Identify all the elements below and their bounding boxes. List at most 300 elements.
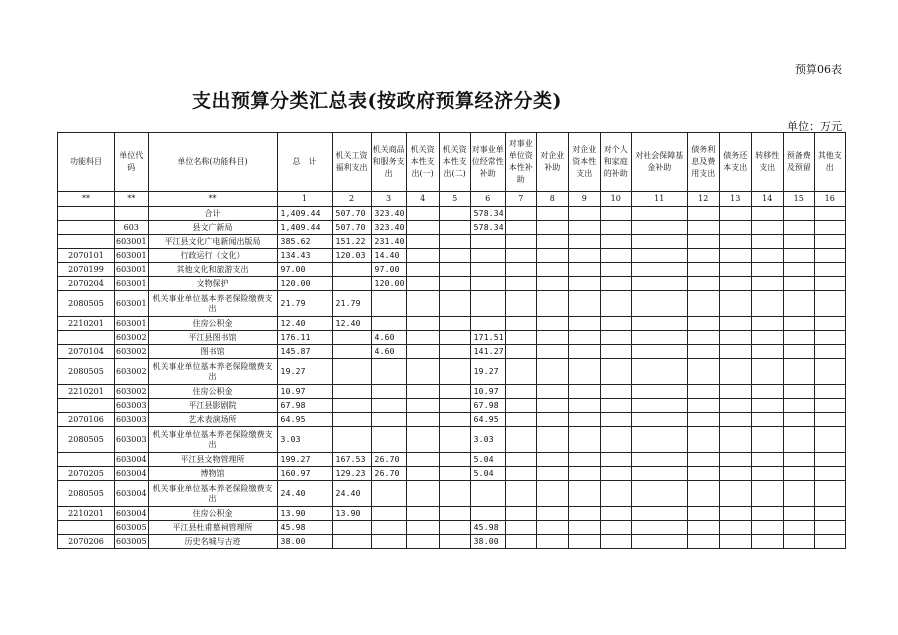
table-cell: 2070204 [58, 277, 115, 291]
table-cell [631, 235, 687, 249]
table-cell [687, 235, 719, 249]
table-cell [814, 345, 845, 359]
table-cell [439, 235, 470, 249]
column-header: 预备费及预留 [783, 133, 814, 192]
table-cell [536, 249, 568, 263]
table-cell: 603001 [115, 235, 149, 249]
table-cell: 134.43 [277, 249, 332, 263]
table-cell [470, 291, 505, 317]
table-cell [332, 277, 371, 291]
table-cell: 603005 [115, 535, 149, 549]
table-cell [58, 453, 115, 467]
table-cell [439, 427, 470, 453]
table-cell [406, 427, 439, 453]
table-cell [406, 331, 439, 345]
table-cell [406, 481, 439, 507]
table-cell [719, 235, 751, 249]
table-cell [600, 291, 631, 317]
table-cell [814, 249, 845, 263]
table-cell: 603001 [115, 249, 149, 263]
table-cell [600, 467, 631, 481]
table-cell [783, 521, 814, 535]
table-cell [58, 331, 115, 345]
table-cell [751, 291, 783, 317]
table-cell [719, 291, 751, 317]
table-cell: 67.98 [470, 399, 505, 413]
table-cell [371, 291, 406, 317]
table-cell [719, 207, 751, 221]
table-cell [536, 345, 568, 359]
column-number: 15 [783, 192, 814, 207]
column-number: 1 [277, 192, 332, 207]
table-cell: 603004 [115, 507, 149, 521]
table-cell [751, 277, 783, 291]
column-number: 11 [631, 192, 687, 207]
table-cell [536, 291, 568, 317]
table-cell [505, 399, 536, 413]
table-cell: 机关事业单位基本养老保险缴费支出 [148, 291, 277, 317]
table-cell: 10.97 [277, 385, 332, 399]
table-cell [568, 317, 600, 331]
column-header: 单位名称(功能科目) [148, 133, 277, 192]
table-cell: 603004 [115, 453, 149, 467]
table-cell [687, 507, 719, 521]
table-cell: 603005 [115, 521, 149, 535]
table-cell: 323.40 [371, 207, 406, 221]
table-cell [371, 413, 406, 427]
table-cell [536, 521, 568, 535]
table-cell: 120.00 [277, 277, 332, 291]
table-cell [814, 385, 845, 399]
table-cell: 2080505 [58, 481, 115, 507]
table-cell [505, 235, 536, 249]
table-cell [568, 291, 600, 317]
table-cell [536, 453, 568, 467]
table-row [58, 345, 846, 359]
table-cell [439, 535, 470, 549]
column-number: 5 [439, 192, 470, 207]
table-cell [439, 385, 470, 399]
table-cell [568, 221, 600, 235]
table-cell: 2210201 [58, 317, 115, 331]
table-cell [631, 249, 687, 263]
table-cell [505, 207, 536, 221]
table-cell: 603004 [115, 481, 149, 507]
column-header: 对事业单位资本性补助 [505, 133, 536, 192]
table-cell [631, 277, 687, 291]
table-cell [783, 359, 814, 385]
table-cell: 603002 [115, 345, 149, 359]
table-cell [406, 291, 439, 317]
table-cell: 5.04 [470, 467, 505, 481]
column-header: 对企业补助 [536, 133, 568, 192]
table-cell [406, 345, 439, 359]
table-cell [719, 507, 751, 521]
table-cell: 1,409.44 [277, 221, 332, 235]
table-cell [371, 535, 406, 549]
table-cell [751, 263, 783, 277]
table-cell [783, 535, 814, 549]
table-cell [439, 399, 470, 413]
table-cell [687, 481, 719, 507]
table-cell [58, 221, 115, 235]
table-cell [751, 207, 783, 221]
table-cell [719, 263, 751, 277]
column-header: 转移性支出 [751, 133, 783, 192]
table-cell [600, 385, 631, 399]
table-row [58, 481, 846, 507]
table-cell: 3.03 [277, 427, 332, 453]
table-cell [783, 207, 814, 221]
table-cell [814, 291, 845, 317]
table-cell [439, 277, 470, 291]
table-cell: 603003 [115, 413, 149, 427]
table-row [58, 359, 846, 385]
table-cell [751, 249, 783, 263]
table-cell [439, 481, 470, 507]
table-row [58, 535, 846, 549]
table-cell [536, 317, 568, 331]
table-cell: 19.27 [470, 359, 505, 385]
table-cell [439, 207, 470, 221]
column-header: 机关资本性支出(二) [439, 133, 470, 192]
table-cell [600, 207, 631, 221]
table-cell [719, 453, 751, 467]
table-cell [814, 535, 845, 549]
table-cell [814, 507, 845, 521]
table-cell [751, 317, 783, 331]
table-cell [751, 467, 783, 481]
table-cell [505, 317, 536, 331]
table-cell [505, 221, 536, 235]
table-cell [687, 413, 719, 427]
table-cell [600, 263, 631, 277]
table-cell [687, 221, 719, 235]
table-cell [783, 399, 814, 413]
table-cell [439, 413, 470, 427]
table-cell [600, 345, 631, 359]
table-cell [568, 427, 600, 453]
table-cell: 24.40 [277, 481, 332, 507]
table-cell [568, 277, 600, 291]
table-cell [536, 359, 568, 385]
table-cell: 21.79 [332, 291, 371, 317]
table-cell [600, 221, 631, 235]
table-cell [719, 221, 751, 235]
table-cell [751, 453, 783, 467]
table-cell [600, 453, 631, 467]
table-cell [600, 235, 631, 249]
table-cell [332, 263, 371, 277]
table-cell [505, 291, 536, 317]
table-cell [406, 507, 439, 521]
table-cell [568, 507, 600, 521]
table-cell [332, 535, 371, 549]
table-cell: 1,409.44 [277, 207, 332, 221]
table-cell [631, 385, 687, 399]
column-number: 16 [814, 192, 845, 207]
column-header: 功能科目 [58, 133, 115, 192]
table-cell [505, 507, 536, 521]
table-cell: 机关事业单位基本养老保险缴费支出 [148, 427, 277, 453]
table-cell [568, 263, 600, 277]
table-cell: 578.34 [470, 221, 505, 235]
table-cell: 603 [115, 221, 149, 235]
table-cell [783, 413, 814, 427]
table-cell: 603002 [115, 385, 149, 399]
column-header: 债务还本支出 [719, 133, 751, 192]
table-cell: 385.62 [277, 235, 332, 249]
table-cell [719, 467, 751, 481]
table-cell [536, 331, 568, 345]
table-cell: 26.70 [371, 467, 406, 481]
table-cell [751, 507, 783, 521]
table-cell [631, 507, 687, 521]
table-cell [505, 249, 536, 263]
table-cell [332, 345, 371, 359]
table-cell [406, 453, 439, 467]
table-cell: 住房公积金 [148, 317, 277, 331]
table-cell [406, 317, 439, 331]
table-cell: 2080505 [58, 291, 115, 317]
table-cell: 13.90 [277, 507, 332, 521]
table-cell: 4.60 [371, 345, 406, 359]
table-cell [371, 507, 406, 521]
table-cell: 67.98 [277, 399, 332, 413]
table-cell [406, 263, 439, 277]
table-cell: 住房公积金 [148, 385, 277, 399]
table-cell [687, 427, 719, 453]
table-cell [439, 263, 470, 277]
table-row [58, 221, 846, 235]
table-cell [631, 413, 687, 427]
table-cell [332, 385, 371, 399]
table-cell: 38.00 [470, 535, 505, 549]
table-cell [719, 413, 751, 427]
table-cell: 507.70 [332, 221, 371, 235]
table-cell [406, 277, 439, 291]
table-cell [568, 235, 600, 249]
table-row [58, 413, 846, 427]
table-cell: 64.95 [277, 413, 332, 427]
table-cell [631, 263, 687, 277]
table-cell [371, 317, 406, 331]
table-cell: 97.00 [371, 263, 406, 277]
table-cell [783, 507, 814, 521]
table-cell [568, 399, 600, 413]
table-cell: 2070101 [58, 249, 115, 263]
table-cell: 合计 [148, 207, 277, 221]
table-cell [719, 345, 751, 359]
table-cell: 13.90 [332, 507, 371, 521]
table-cell: 平江县文化广电新闻出版局 [148, 235, 277, 249]
table-cell: 97.00 [277, 263, 332, 277]
table-cell [719, 385, 751, 399]
table-cell [783, 263, 814, 277]
column-header: 其他支出 [814, 133, 845, 192]
table-cell [814, 481, 845, 507]
table-cell [600, 413, 631, 427]
table-cell: 160.97 [277, 467, 332, 481]
table-cell: 151.22 [332, 235, 371, 249]
table-cell: 129.23 [332, 467, 371, 481]
table-cell [814, 453, 845, 467]
table-cell: 12.40 [277, 317, 332, 331]
table-cell [536, 277, 568, 291]
table-cell: 平江县图书馆 [148, 331, 277, 345]
table-cell [505, 535, 536, 549]
table-cell [600, 331, 631, 345]
table-cell [687, 399, 719, 413]
column-number: 12 [687, 192, 719, 207]
table-cell [631, 427, 687, 453]
table-cell [568, 521, 600, 535]
table-cell [719, 249, 751, 263]
column-header: 机关资本性支出(一) [406, 133, 439, 192]
table-cell [687, 249, 719, 263]
table-cell [719, 277, 751, 291]
table-cell: 12.40 [332, 317, 371, 331]
table-cell [536, 235, 568, 249]
table-row [58, 399, 846, 413]
table-cell: 平江县文物管理所 [148, 453, 277, 467]
table-cell [814, 399, 845, 413]
table-cell [568, 481, 600, 507]
table-cell [814, 467, 845, 481]
table-cell [332, 413, 371, 427]
table-cell [631, 291, 687, 317]
table-cell [751, 235, 783, 249]
table-cell: 2080505 [58, 359, 115, 385]
table-cell [719, 427, 751, 453]
table-cell [536, 399, 568, 413]
table-cell [687, 277, 719, 291]
table-cell [371, 359, 406, 385]
table-cell [751, 331, 783, 345]
table-cell [371, 385, 406, 399]
table-cell [687, 453, 719, 467]
table-cell [439, 359, 470, 385]
table-cell [600, 535, 631, 549]
table-cell [814, 317, 845, 331]
table-cell [600, 507, 631, 521]
table-cell [719, 399, 751, 413]
table-cell [687, 345, 719, 359]
table-cell [600, 521, 631, 535]
table-cell [600, 249, 631, 263]
table-cell [600, 399, 631, 413]
table-cell [687, 521, 719, 535]
table-cell [505, 359, 536, 385]
table-cell [505, 345, 536, 359]
table-cell: 176.11 [277, 331, 332, 345]
column-header: 对社会保障基金补助 [631, 133, 687, 192]
table-header [58, 133, 846, 207]
table-cell: 2070106 [58, 413, 115, 427]
table-cell: 行政运行（文化） [148, 249, 277, 263]
table-cell: 38.00 [277, 535, 332, 549]
table-cell [505, 385, 536, 399]
table-cell [631, 481, 687, 507]
table-cell: 3.03 [470, 427, 505, 453]
table-cell [814, 413, 845, 427]
table-cell: 2080505 [58, 427, 115, 453]
table-cell: 507.70 [332, 207, 371, 221]
table-cell [505, 277, 536, 291]
table-cell: 167.53 [332, 453, 371, 467]
table-cell [406, 521, 439, 535]
unit-label: 单位：万元 [787, 120, 842, 133]
table-cell: 603001 [115, 317, 149, 331]
table-row [58, 453, 846, 467]
table-cell [439, 331, 470, 345]
column-number: 10 [600, 192, 631, 207]
table-cell: 14.40 [371, 249, 406, 263]
table-cell [783, 453, 814, 467]
table-row [58, 331, 846, 345]
column-header: 债务利息及费用支出 [687, 133, 719, 192]
table-cell [600, 427, 631, 453]
table-cell: 145.87 [277, 345, 332, 359]
table-cell [568, 413, 600, 427]
table-cell: 2070199 [58, 263, 115, 277]
column-number: 4 [406, 192, 439, 207]
table-cell [406, 359, 439, 385]
table-cell [568, 467, 600, 481]
table-cell: 2070206 [58, 535, 115, 549]
table-cell [505, 481, 536, 507]
table-cell [332, 521, 371, 535]
table-cell [406, 399, 439, 413]
table-cell: 64.95 [470, 413, 505, 427]
table-cell [631, 345, 687, 359]
table-cell [719, 481, 751, 507]
table-cell [719, 317, 751, 331]
table-cell [631, 207, 687, 221]
table-cell [783, 345, 814, 359]
table-cell: 平江县杜甫墓祠管理所 [148, 521, 277, 535]
table-cell [814, 277, 845, 291]
table-cell [536, 427, 568, 453]
table-cell [332, 427, 371, 453]
table-cell: 住房公积金 [148, 507, 277, 521]
table-cell [719, 521, 751, 535]
column-header: 对个人和家庭的补助 [600, 133, 631, 192]
table-cell: 603002 [115, 331, 149, 345]
column-number: 7 [505, 192, 536, 207]
table-cell [505, 427, 536, 453]
table-cell [406, 535, 439, 549]
table-cell [687, 263, 719, 277]
table-cell [536, 207, 568, 221]
table-cell [58, 521, 115, 535]
table-cell [687, 385, 719, 399]
table-cell [568, 385, 600, 399]
table-cell [536, 467, 568, 481]
table-cell [439, 221, 470, 235]
column-number: 14 [751, 192, 783, 207]
table-cell: 45.98 [470, 521, 505, 535]
table-cell: 323.40 [371, 221, 406, 235]
table-cell [505, 331, 536, 345]
column-number: 8 [536, 192, 568, 207]
table-cell [505, 521, 536, 535]
table-cell [783, 317, 814, 331]
table-cell: 机关事业单位基本养老保险缴费支出 [148, 359, 277, 385]
table-cell [631, 467, 687, 481]
table-cell [783, 467, 814, 481]
table-cell [783, 331, 814, 345]
